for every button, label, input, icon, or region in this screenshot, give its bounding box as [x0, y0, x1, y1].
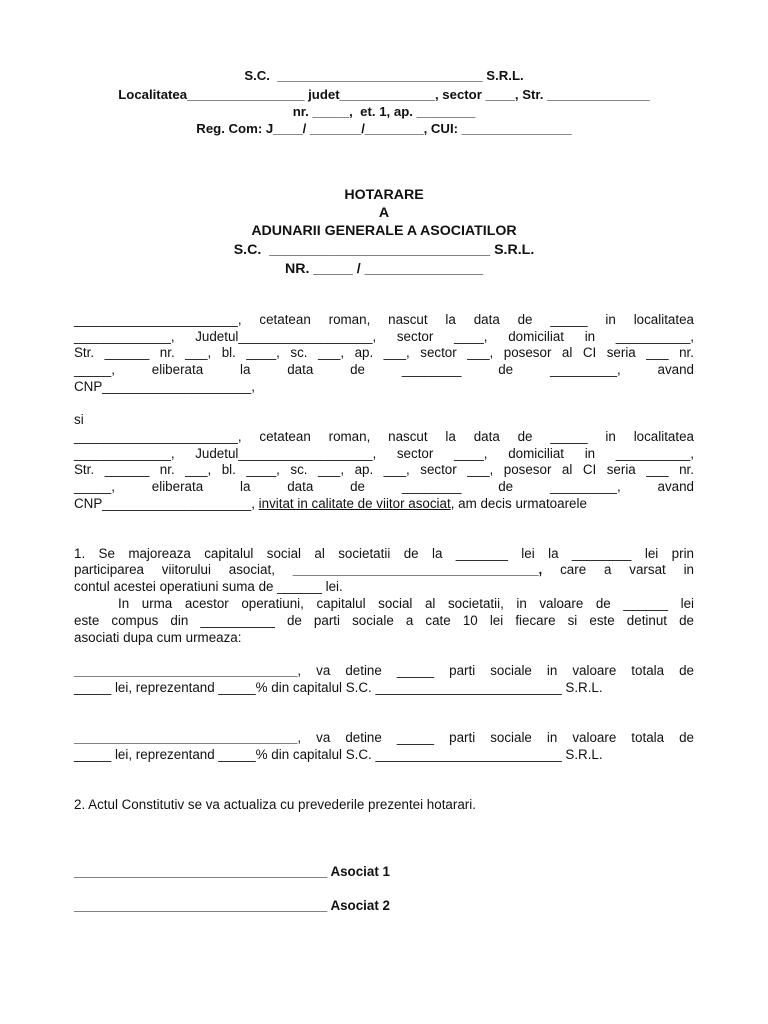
new-associate-blank: _________________________________, [292, 562, 543, 577]
party1-line5: CNP____________________, [74, 379, 255, 394]
header-address-line: Localitatea________________ judet_____________, sector ____, Str. ______________ [118, 87, 650, 102]
point1-line6: asociati dupa cum urmeaza: [74, 630, 242, 645]
share2-name-blank: ______________________________ [74, 730, 298, 745]
party2-line2: _____________, Judetul__________________, sector ____, domiciliat in __________, [74, 446, 694, 461]
point1-paid: care a varsat in [542, 562, 694, 577]
header-company-line: S.C. ____________________________ S.R.L. [244, 68, 524, 83]
share2-text: , va detine _____ parti sociale in valoare totala de [297, 730, 694, 745]
signature-associate-1 [74, 864, 390, 881]
signature-associate-2 [74, 898, 390, 915]
party1-line2: _____________, Judetul__________________, sector ____, domiciliat in __________, [74, 329, 694, 344]
point1-line5: este compus din __________ de parti sociale a cate 10 lei fiecare si este detinut de [74, 613, 694, 628]
share2-line2: _____ lei, reprezentand _____% din capitalul S.C. _________________________ S.R.L. [74, 747, 603, 762]
title-hotarare: HOTARARE [344, 187, 424, 203]
share1-line2: _____ lei, reprezentand _____% din capitalul S.C. _________________________ S.R.L. [74, 680, 603, 695]
point1-line3: contul acestei operatiuni suma de ______ lei. [74, 579, 343, 594]
party2-decision: , am decis urmatoarele [450, 496, 587, 511]
title-company: S.C. ____________________________ S.R.L. [233, 242, 535, 258]
point2-line: 2. Actul Constitutiv se va actualiza cu prevederile prezentei hotarari. [74, 797, 476, 812]
party1-line1: ______________________, cetatean roman, nascut la data de _____ in localitatea [74, 312, 694, 327]
signature-line-2: __________________________________ [74, 898, 328, 913]
party2-line4: _____, eliberata la data de ________ de _________, avand [74, 479, 694, 494]
title-number: NR. _____ / _______________ [284, 261, 483, 277]
party2-cnp: CNP____________________, [74, 496, 259, 511]
share1-name-blank: ______________________________ [74, 663, 298, 678]
point1-line1: 1. Se majoreaza capitalul social al societatii de la _______ lei la ________ lei prin [74, 546, 694, 561]
party2-line1: ______________________, cetatean roman, nascut la data de _____ in localitatea [74, 429, 694, 444]
share1-text: , va detine _____ parti sociale in valoare totala de [297, 663, 694, 678]
connector-si: si [74, 412, 84, 427]
party1-line3: Str. ______ nr. ___, bl. ____, sc. ___, ap. ___, sector ___, posesor al CI seria ___ nr. [74, 345, 694, 360]
point1-participation: participarea viitorului asociat, [74, 562, 293, 577]
party2-line5 [74, 496, 694, 513]
signature-label-1: Asociat 1 [327, 864, 390, 879]
invited-associate-text: invitat in calitate de viitor asociat [258, 496, 451, 511]
header-registration-line: Reg. Com: J____/ _______/________, CUI: _______________ [196, 121, 572, 136]
share2-line1 [74, 730, 694, 747]
title-a: A [378, 205, 390, 221]
share1-line1 [74, 663, 694, 680]
party2-line3: Str. ______ nr. ___, bl. ____, sc. ___, ap. ___, sector ___, posesor al CI seria ___ nr. [74, 462, 694, 477]
point1-line2 [74, 562, 694, 579]
point1-line4: In urma acestor operatiuni, capitalul social al societatii, in valoare de ______ lei [118, 596, 694, 611]
header-number-line: nr. _____, et. 1, ap. ________ [292, 104, 476, 119]
signature-label-2: Asociat 2 [327, 898, 390, 913]
signature-line-1: __________________________________ [74, 864, 328, 879]
party1-line4: _____, eliberata la data de ________ de _________, avand [74, 362, 694, 377]
title-adunarii: ADUNARII GENERALE A ASOCIATILOR [251, 223, 517, 239]
